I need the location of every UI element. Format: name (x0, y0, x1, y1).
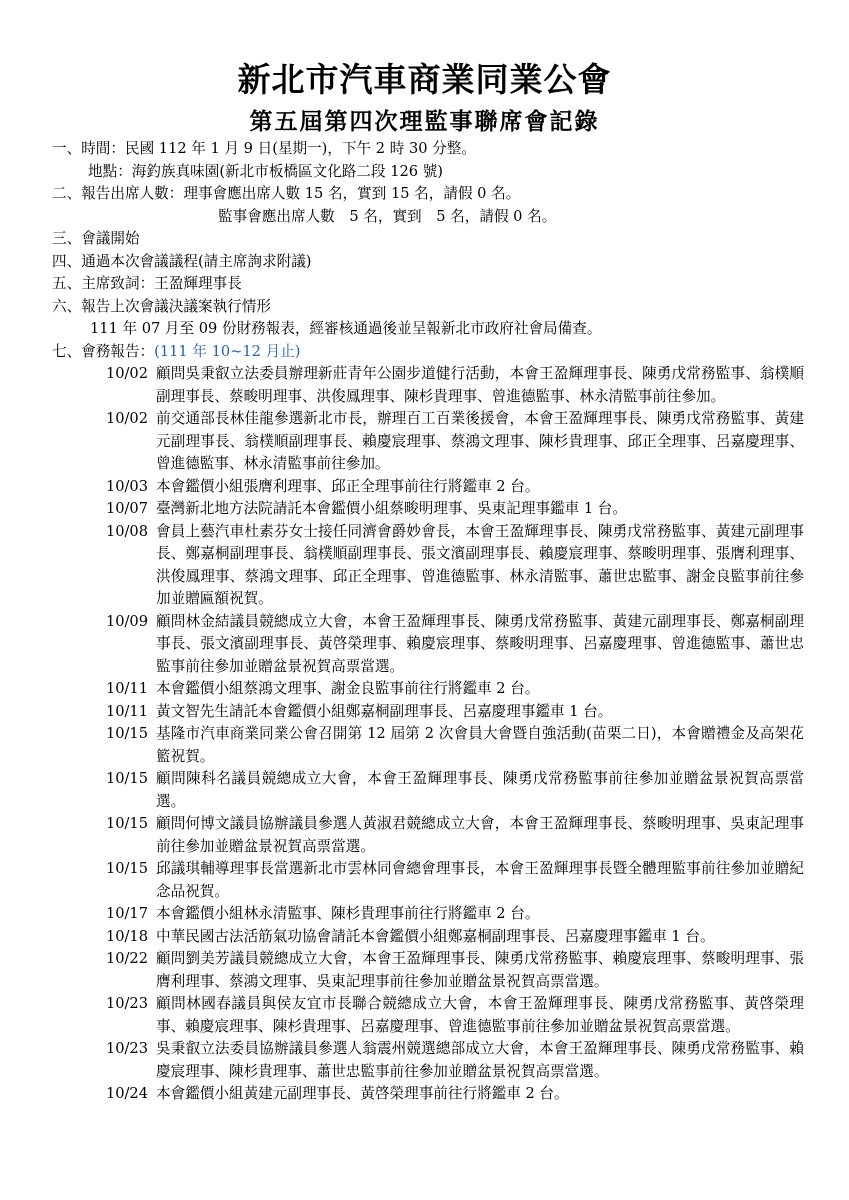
list-item (52, 926, 812, 949)
entry-date: 10/24 (105, 1085, 148, 1102)
item-previous-resolutions: 六、報告上次會議決議案執行情形 (52, 297, 271, 315)
list-item (52, 363, 812, 408)
entry-date: 10/17 (105, 905, 148, 922)
entry-date: 10/07 (105, 500, 148, 517)
entry-date: 10/23 (105, 1040, 148, 1057)
meeting-time: 一、時間：民國 112 年 1 月 9 日(星期一)，下午 2 時 30 分整。 (52, 140, 476, 157)
item-agenda: 四、通過本次會議議程(請主席詢求附議) (52, 252, 312, 270)
item-chair-speech: 五、主席致詞：王盈輝理事長 (52, 275, 242, 292)
attendance-board: 二、報告出席人數：理事會應出席人數 15 名，實到 15 名，請假 0 名。 (52, 185, 521, 202)
list-item (52, 723, 812, 768)
entry-date: 10/15 (105, 770, 148, 787)
list-item (52, 476, 812, 499)
entry-text: 本會鑑價小組張膺利理事、邱正全理事前往行將鑑車 2 台。 (156, 477, 540, 495)
entry-text: 前交通部長林佳龍參選新北市長，辦理百工百業後援會，本會王盈輝理事長、陳勇戊常務監事、黃建元副理事長、翁樸順副理事長、賴慶宸理事、蔡鴻文理事、陳杉貴理事、邱正全理事、呂嘉慶理事、曾進德監事、林永清監事前往參加。 (156, 410, 804, 472)
entry-text: 顧問陳科名議員競總成立大會，本會王盈輝理事長、陳勇戊常務監事前往參加並贈盆景祝賀高票當選。 (156, 770, 804, 810)
entry-text: 本會鑑價小組林永清監事、陳杉貴理事前往行將鑑車 2 台。 (156, 905, 540, 922)
entry-date: 10/15 (105, 815, 148, 832)
list-item (52, 1038, 812, 1083)
list-item (52, 813, 812, 858)
affairs-entries (52, 363, 812, 1106)
entry-date: 10/03 (105, 477, 148, 495)
entry-date: 10/11 (105, 702, 148, 720)
association-title: 新北市汽車商業同業公會 (237, 60, 612, 99)
entry-text: 本會鑑價小組黃建元副理事長、黃啓榮理事前往行將鑑車 2 台。 (156, 1085, 569, 1102)
entry-text: 邱議琪輔導理事長當選新北市雲林同會總會理事長，本會王盈輝理事長暨全體理監事前往參加並贈紀念品祝賀。 (156, 860, 804, 900)
list-item (52, 768, 812, 813)
entry-text: 顧問林國春議員與侯友宜市長聯合競總成立大會，本會王盈輝理事長、陳勇戊常務監事、黃啓榮理事、賴慶宸理事、陳杉貴理事、呂嘉慶理事、曾進德監事前往參加並贈盆景祝賀高票當選。 (156, 995, 804, 1035)
entry-date: 10/22 (105, 950, 148, 967)
affairs-report-period: (111 年 10~12 月止) (154, 342, 301, 360)
list-item (52, 408, 812, 476)
list-item (52, 521, 812, 611)
entry-date: 10/15 (105, 725, 148, 742)
meeting-place: 地點：海釣族真味園(新北市板橋區文化路二段 126 號) (88, 162, 443, 180)
entry-text: 本會鑑價小組蔡鴻文理事、謝金良監事前往行將鑑車 2 台。 (156, 680, 540, 697)
entry-text: 顧問何博文議員協辦議員參選人黃淑君競總成立大會，本會王盈輝理事長、蔡畯明理事、吳東記理事前往參加並贈盆景祝賀高票當選。 (156, 815, 804, 855)
list-item (52, 903, 812, 926)
list-item (52, 498, 812, 521)
entry-date: 10/09 (105, 612, 148, 630)
entry-text: 顧問劉美芳議員競總成立大會，本會王盈輝理事長、陳勇戊常務監事、賴慶宸理事、蔡畯明理事、張膺利理事、蔡鴻文理事、吳東記理事前往參加並贈盆景祝賀高票當選。 (156, 950, 804, 990)
list-item (52, 1083, 812, 1106)
entry-text: 基隆市汽車商業同業公會召開第 12 屆第 2 次會員大會暨自強活動(苗栗二日)，本會贈禮金及高架花籃祝賀。 (156, 725, 804, 765)
entry-date: 10/02 (105, 365, 148, 382)
entry-date: 10/18 (105, 927, 148, 945)
attendance-supervisors: 監事會應出席人數 5 名，實到 5 名，請假 0 名。 (218, 207, 557, 225)
entry-text: 黃文智先生請託本會鑑價小組鄭嘉桐副理事長、呂嘉慶理事鑑車 1 台。 (156, 702, 613, 720)
entry-text: 會員上藝汽車杜素芬女士接任同濟會爵妙會長，本會王盈輝理事長、陳勇戊常務監事、黃建元副理事長、鄭嘉桐副理事長、翁樸順副理事長、張文濱副理事長、賴慶宸理事、蔡畯明理事、張膺利理事、洪俊鳳理事、蔡鴻文理事、邱正全理事、曾進德監事、林永清監事、蕭世忠監事、謝金良監事前往參加並贈匾額祝賀。 (156, 522, 804, 607)
entry-date: 10/11 (105, 680, 148, 697)
list-item (52, 948, 812, 993)
entry-text: 顧問吳秉叡立法委員辦理新莊青年公園步道健行活動，本會王盈輝理事長、陳勇戊常務監事、翁樸順副理事長、蔡畯明理事、洪俊鳳理事、陳杉貴理事、曾進德監事、林永清監事前往參加。 (156, 365, 804, 405)
item-affairs-report (52, 341, 812, 364)
entry-date: 10/08 (105, 522, 148, 540)
list-item (52, 678, 812, 701)
list-item (52, 858, 812, 903)
entry-date: 10/15 (105, 860, 148, 877)
list-item (52, 993, 812, 1038)
minutes-title: 第五屆第四次理監事聯席會記錄 (249, 109, 600, 135)
affairs-report-label: 七、會務報告： (52, 342, 155, 360)
entry-date: 10/23 (105, 995, 148, 1012)
entry-date: 10/02 (105, 410, 148, 427)
entry-text: 臺灣新北地方法院請託本會鑑價小組蔡畯明理事、吳東記理事鑑車 1 台。 (156, 500, 627, 517)
financial-report-note: 111 年 07 月至 09 份財務報表，經審核通過後並呈報新北市政府社會局備查。 (90, 320, 602, 337)
item-meeting-start: 三、會議開始 (52, 230, 140, 247)
list-item (52, 701, 812, 724)
entry-text: 中華民國古法活筋氣功協會請託本會鑑價小組鄭嘉桐副理事長、呂嘉慶理事鑑車 1 台。 (156, 927, 715, 945)
entry-text: 顧問林金結議員競總成立大會，本會王盈輝理事長、陳勇戊常務監事、黃建元副理事長、鄭嘉桐副理事長、張文濱副理事長、黃啓榮理事、賴慶宸理事、蔡畯明理事、呂嘉慶理事、曾進德監事、蕭世忠監事前往參加並贈盆景祝賀高票當選。 (156, 612, 804, 675)
entry-text: 吳秉叡立法委員協辦議員參選人翁震州競選總部成立大會，本會王盈輝理事長、陳勇戊常務監事、賴慶宸理事、陳杉貴理事、蕭世忠監事前往參加並贈盆景祝賀高票當選。 (156, 1040, 804, 1080)
list-item (52, 611, 812, 679)
minutes-body (52, 138, 812, 1106)
